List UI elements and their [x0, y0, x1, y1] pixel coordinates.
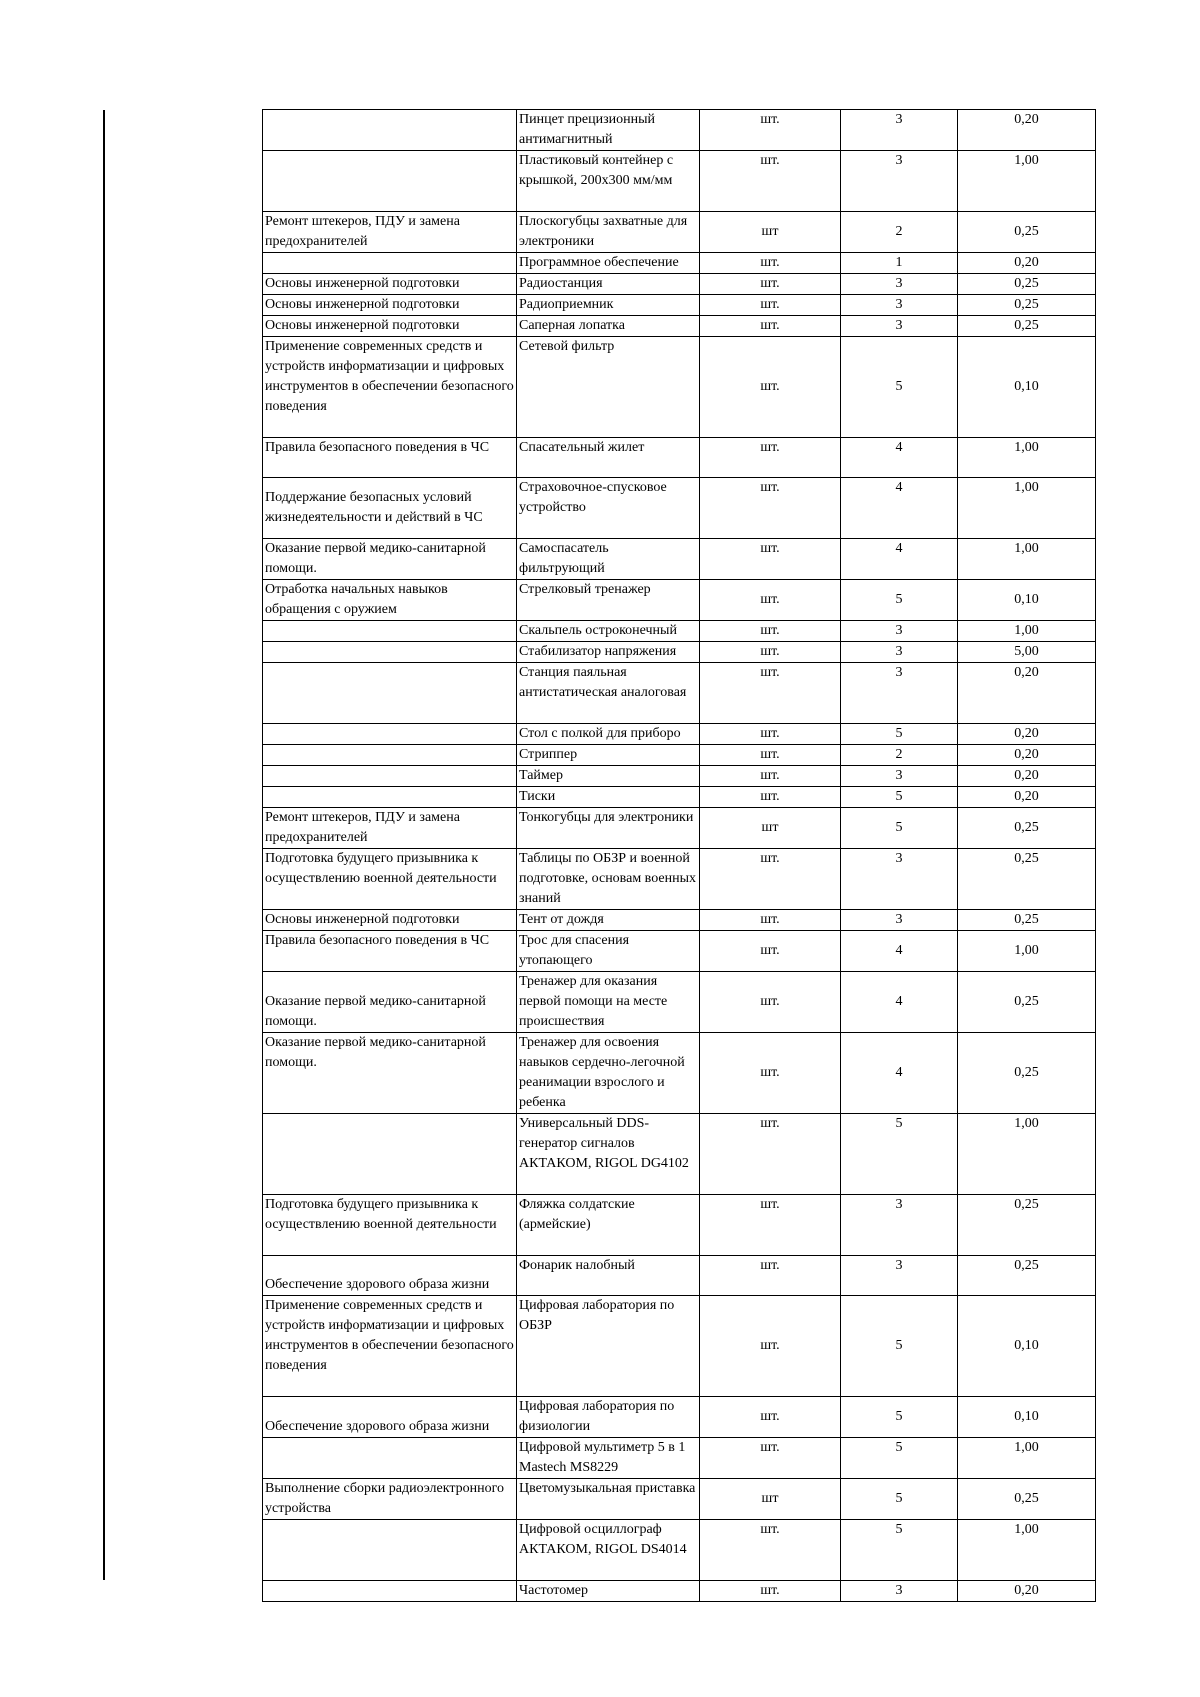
topic-cell: Применение современных средств и устройств информатизации и цифровых инструментов в обеспечении безопасного поведения [263, 337, 517, 438]
table-row [263, 212, 1096, 253]
unit-cell: шт. [700, 1033, 841, 1114]
coef-cell: 0,25 [958, 1256, 1096, 1296]
coef-cell: 0,25 [958, 972, 1096, 1033]
item-cell: Тренажер для освоения навыков сердечно-легочной реанимации взрослого и ребенка [517, 1033, 700, 1114]
qty-cell: 2 [841, 745, 958, 766]
unit-cell: шт. [700, 642, 841, 663]
qty-cell: 2 [841, 212, 958, 253]
table-row [263, 438, 1096, 478]
table-row [263, 151, 1096, 212]
item-cell: Цифровая лаборатория по ОБЗР [517, 1296, 700, 1397]
item-cell: Тент от дождя [517, 910, 700, 931]
qty-cell: 5 [841, 1438, 958, 1479]
coef-cell: 0,25 [958, 295, 1096, 316]
equipment-table [262, 109, 1096, 1602]
unit-cell: шт. [700, 1114, 841, 1195]
table-row [263, 337, 1096, 438]
unit-cell: шт. [700, 253, 841, 274]
topic-cell [263, 110, 517, 151]
topic-cell: Поддержание безопасных условий жизнедеятельности и действий в ЧС [263, 478, 517, 539]
unit-cell: шт. [700, 849, 841, 910]
coef-cell: 0,20 [958, 253, 1096, 274]
qty-cell: 3 [841, 295, 958, 316]
topic-cell: Оказание первой медико-санитарной помощи. [263, 1033, 517, 1114]
coef-cell: 1,00 [958, 621, 1096, 642]
topic-cell: Правила безопасного поведения в ЧС [263, 931, 517, 972]
coef-cell: 0,20 [958, 110, 1096, 151]
unit-cell: шт. [700, 766, 841, 787]
topic-cell [263, 1114, 517, 1195]
item-cell: Цифровой осциллограф АКТАКОМ, RIGOL DS4014 [517, 1520, 700, 1581]
topic-cell [263, 1438, 517, 1479]
unit-cell: шт. [700, 663, 841, 724]
qty-cell: 3 [841, 1195, 958, 1256]
table-row [263, 766, 1096, 787]
unit-cell: шт. [700, 910, 841, 931]
coef-cell: 1,00 [958, 438, 1096, 478]
item-cell: Цветомузыкальная приставка [517, 1479, 700, 1520]
qty-cell: 3 [841, 642, 958, 663]
coef-cell: 1,00 [958, 539, 1096, 580]
coef-cell: 0,20 [958, 766, 1096, 787]
item-cell: Плоскогубцы захватные для электроники [517, 212, 700, 253]
item-cell: Программное обеспечение [517, 253, 700, 274]
coef-cell: 0,25 [958, 274, 1096, 295]
item-cell: Радиоприемник [517, 295, 700, 316]
unit-cell: шт. [700, 274, 841, 295]
unit-cell: шт. [700, 478, 841, 539]
table-row [263, 295, 1096, 316]
unit-cell: шт. [700, 295, 841, 316]
coef-cell: 1,00 [958, 151, 1096, 212]
table-row [263, 253, 1096, 274]
qty-cell: 1 [841, 253, 958, 274]
topic-cell: Основы инженерной подготовки [263, 295, 517, 316]
qty-cell: 5 [841, 1397, 958, 1438]
unit-cell: шт. [700, 1296, 841, 1397]
topic-cell: Основы инженерной подготовки [263, 316, 517, 337]
topic-cell: Подготовка будущего призывника к осуществлению военной деятельности [263, 849, 517, 910]
qty-cell: 4 [841, 972, 958, 1033]
table-row [263, 1397, 1096, 1438]
table-row [263, 787, 1096, 808]
coef-cell: 1,00 [958, 931, 1096, 972]
item-cell: Страховочное-спусковое устройство [517, 478, 700, 539]
table-row [263, 724, 1096, 745]
unit-cell: шт. [700, 1581, 841, 1602]
coef-cell: 0,20 [958, 724, 1096, 745]
coef-cell: 0,20 [958, 787, 1096, 808]
unit-cell: шт. [700, 539, 841, 580]
table-row [263, 1296, 1096, 1397]
item-cell: Скальпель остроконечный [517, 621, 700, 642]
coef-cell: 1,00 [958, 1114, 1096, 1195]
unit-cell: шт. [700, 972, 841, 1033]
coef-cell: 0,20 [958, 745, 1096, 766]
qty-cell: 3 [841, 663, 958, 724]
coef-cell: 0,25 [958, 910, 1096, 931]
unit-cell: шт. [700, 787, 841, 808]
table-row [263, 1195, 1096, 1256]
unit-cell: шт. [700, 745, 841, 766]
table-row [263, 745, 1096, 766]
item-cell: Цифровая лаборатория по физиологии [517, 1397, 700, 1438]
qty-cell: 5 [841, 580, 958, 621]
topic-cell: Правила безопасного поведения в ЧС [263, 438, 517, 478]
topic-cell: Отработка начальных навыков обращения с оружием [263, 580, 517, 621]
coef-cell: 0,25 [958, 1479, 1096, 1520]
qty-cell: 5 [841, 1296, 958, 1397]
unit-cell: шт. [700, 151, 841, 212]
item-cell: Стриппер [517, 745, 700, 766]
table-row [263, 1438, 1096, 1479]
coef-cell: 0,10 [958, 1397, 1096, 1438]
table-row [263, 1114, 1096, 1195]
qty-cell: 3 [841, 766, 958, 787]
topic-cell [263, 253, 517, 274]
unit-cell: шт [700, 1479, 841, 1520]
topic-cell [263, 663, 517, 724]
coef-cell: 1,00 [958, 1520, 1096, 1581]
item-cell: Сетевой фильтр [517, 337, 700, 438]
unit-cell: шт. [700, 1256, 841, 1296]
qty-cell: 5 [841, 808, 958, 849]
qty-cell: 3 [841, 1256, 958, 1296]
unit-cell: шт. [700, 1397, 841, 1438]
topic-cell: Оказание первой медико-санитарной помощи. [263, 539, 517, 580]
item-cell: Цифровой мультиметр 5 в 1 Mastech MS8229 [517, 1438, 700, 1479]
coef-cell: 0,20 [958, 1581, 1096, 1602]
unit-cell: шт. [700, 724, 841, 745]
item-cell: Радиостанция [517, 274, 700, 295]
topic-cell: Обеспечение здорового образа жизни [263, 1256, 517, 1296]
table-row [263, 1520, 1096, 1581]
coef-cell: 0,25 [958, 1033, 1096, 1114]
qty-cell: 5 [841, 1520, 958, 1581]
unit-cell: шт. [700, 110, 841, 151]
item-cell: Пинцет прецизионный антимагнитный [517, 110, 700, 151]
unit-cell: шт [700, 212, 841, 253]
item-cell: Пластиковый контейнер с крышкой, 200х300 мм/мм [517, 151, 700, 212]
qty-cell: 4 [841, 539, 958, 580]
topic-cell [263, 642, 517, 663]
table-row [263, 539, 1096, 580]
left-margin-line [103, 110, 105, 1580]
qty-cell: 4 [841, 931, 958, 972]
qty-cell: 3 [841, 621, 958, 642]
item-cell: Трос для спасения утопающего [517, 931, 700, 972]
table-row [263, 1033, 1096, 1114]
qty-cell: 5 [841, 1479, 958, 1520]
unit-cell: шт. [700, 580, 841, 621]
topic-cell [263, 787, 517, 808]
item-cell: Самоспасатель фильтрующий [517, 539, 700, 580]
qty-cell: 3 [841, 151, 958, 212]
unit-cell: шт. [700, 1520, 841, 1581]
item-cell: Стрелковый тренажер [517, 580, 700, 621]
topic-cell [263, 724, 517, 745]
table-row [263, 1479, 1096, 1520]
table-row [263, 972, 1096, 1033]
unit-cell: шт. [700, 316, 841, 337]
item-cell: Универсальный DDS-генератор сигналов АКТАКОМ, RIGOL DG4102 [517, 1114, 700, 1195]
item-cell: Таблицы по ОБЗР и военной подготовке, основам военных знаний [517, 849, 700, 910]
item-cell: Таймер [517, 766, 700, 787]
qty-cell: 3 [841, 910, 958, 931]
item-cell: Тонкогубцы для электроники [517, 808, 700, 849]
topic-cell: Основы инженерной подготовки [263, 274, 517, 295]
unit-cell: шт. [700, 1438, 841, 1479]
table-row [263, 478, 1096, 539]
qty-cell: 3 [841, 849, 958, 910]
coef-cell: 0,10 [958, 1296, 1096, 1397]
coef-cell: 0,25 [958, 316, 1096, 337]
unit-cell: шт. [700, 931, 841, 972]
unit-cell: шт. [700, 1195, 841, 1256]
topic-cell: Применение современных средств и устройств информатизации и цифровых инструментов в обеспечении безопасного поведения [263, 1296, 517, 1397]
table-row [263, 621, 1096, 642]
unit-cell: шт. [700, 621, 841, 642]
table-row [263, 274, 1096, 295]
item-cell: Спасательный жилет [517, 438, 700, 478]
table-row [263, 642, 1096, 663]
coef-cell: 0,20 [958, 663, 1096, 724]
coef-cell: 1,00 [958, 1438, 1096, 1479]
unit-cell: шт [700, 808, 841, 849]
topic-cell [263, 1581, 517, 1602]
table-row [263, 1581, 1096, 1602]
qty-cell: 3 [841, 110, 958, 151]
topic-cell [263, 151, 517, 212]
table-row [263, 1256, 1096, 1296]
topic-cell [263, 766, 517, 787]
coef-cell: 0,25 [958, 808, 1096, 849]
qty-cell: 4 [841, 1033, 958, 1114]
coef-cell: 0,25 [958, 1195, 1096, 1256]
item-cell: Фонарик налобный [517, 1256, 700, 1296]
qty-cell: 4 [841, 478, 958, 539]
qty-cell: 3 [841, 1581, 958, 1602]
qty-cell: 3 [841, 274, 958, 295]
qty-cell: 5 [841, 787, 958, 808]
coef-cell: 0,10 [958, 580, 1096, 621]
table-row [263, 316, 1096, 337]
table-row [263, 580, 1096, 621]
topic-cell [263, 1520, 517, 1581]
unit-cell: шт. [700, 438, 841, 478]
topic-cell: Оказание первой медико-санитарной помощи. [263, 972, 517, 1033]
item-cell: Тиски [517, 787, 700, 808]
item-cell: Стол с полкой для приборо [517, 724, 700, 745]
table-row [263, 110, 1096, 151]
qty-cell: 4 [841, 438, 958, 478]
topic-cell: Ремонт штекеров, ПДУ и замена предохранителей [263, 212, 517, 253]
item-cell: Тренажер для оказания первой помощи на месте происшествия [517, 972, 700, 1033]
topic-cell: Основы инженерной подготовки [263, 910, 517, 931]
table-row [263, 910, 1096, 931]
topic-cell [263, 621, 517, 642]
qty-cell: 5 [841, 1114, 958, 1195]
topic-cell: Обеспечение здорового образа жизни [263, 1397, 517, 1438]
topic-cell: Выполнение сборки радиоэлектронного устройства [263, 1479, 517, 1520]
topic-cell: Подготовка будущего призывника к осуществлению военной деятельности [263, 1195, 517, 1256]
table-row [263, 931, 1096, 972]
topic-cell: Ремонт штекеров, ПДУ и замена предохранителей [263, 808, 517, 849]
coef-cell: 0,10 [958, 337, 1096, 438]
qty-cell: 5 [841, 337, 958, 438]
topic-cell [263, 745, 517, 766]
coef-cell: 0,25 [958, 212, 1096, 253]
coef-cell: 1,00 [958, 478, 1096, 539]
qty-cell: 3 [841, 316, 958, 337]
coef-cell: 0,25 [958, 849, 1096, 910]
table-row [263, 849, 1096, 910]
coef-cell: 5,00 [958, 642, 1096, 663]
item-cell: Частотомер [517, 1581, 700, 1602]
unit-cell: шт. [700, 337, 841, 438]
qty-cell: 5 [841, 724, 958, 745]
table-row [263, 663, 1096, 724]
item-cell: Саперная лопатка [517, 316, 700, 337]
table-row [263, 808, 1096, 849]
item-cell: Фляжка солдатские (армейские) [517, 1195, 700, 1256]
item-cell: Стабилизатор напряжения [517, 642, 700, 663]
item-cell: Станция паяльная антистатическая аналоговая [517, 663, 700, 724]
